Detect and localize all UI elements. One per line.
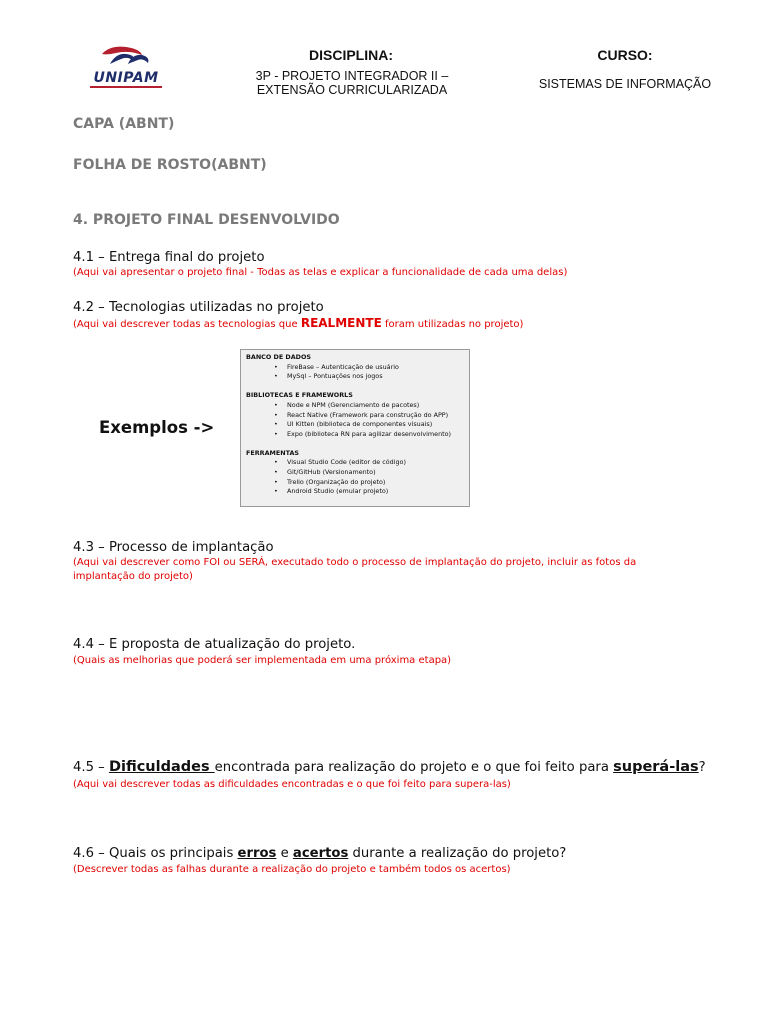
section-4-5-title: 4.5 – Dificuldades encontrada para realização do projeto e o que foi feito para superá-las? bbox=[73, 759, 706, 775]
list-item: • Node e NPM (Gerenciamento de pacotes) bbox=[246, 401, 464, 411]
list-item: • Expo (biblioteca RN para agilizar desenvolvimento) bbox=[246, 430, 464, 440]
group-title: BIBLIOTECAS E FRAMEWORLS bbox=[246, 391, 353, 400]
examples-label: Exemplos -> bbox=[99, 418, 215, 437]
acertos-emphasis: acertos bbox=[292, 846, 349, 861]
heading-folha-rosto: FOLHA DE ROSTO(ABNT) bbox=[73, 157, 267, 173]
list-item: • Git/GitHub (Versionamento) bbox=[246, 468, 464, 478]
section-4-1-note: (Aqui vai apresentar o projeto final - Todas as telas e explicar a funcionalidade de cada uma delas) bbox=[73, 267, 568, 278]
section-4-1-title: 4.1 – Entrega final do projeto bbox=[73, 250, 265, 265]
group-title: BANCO DE DADOS bbox=[246, 353, 311, 361]
unipam-logo bbox=[80, 44, 172, 92]
section-4-3-title: 4.3 – Processo de implantação bbox=[73, 540, 274, 555]
realmente-emphasis: REALMENTE bbox=[300, 316, 382, 330]
list-item: • React Native (Framework para construção do APP) bbox=[246, 411, 464, 421]
section-4-6-title: 4.6 – Quais os principais erros e acertos durante a realização do projeto? bbox=[73, 846, 567, 861]
list-item: • UI Kitten (biblioteca de componentes visuais) bbox=[246, 420, 464, 430]
discipline-label: DISCIPLINA: bbox=[309, 47, 393, 63]
section-4-6-note: (Descrever todas as falhas durante a realização do projeto e também todos os acertos) bbox=[73, 864, 511, 875]
list-item: • MySql – Pontuações nos jogos bbox=[246, 372, 464, 382]
dificuldades-emphasis: Dificuldades bbox=[108, 759, 215, 775]
list-item: • FireBase – Autenticação de usuário bbox=[246, 363, 464, 373]
section-4-4-note: (Quais as melhorias que poderá ser implementada em uma próxima etapa) bbox=[73, 655, 452, 666]
erros-emphasis: erros bbox=[237, 846, 277, 861]
list-item: • Android Studio (emular projeto) bbox=[246, 487, 464, 497]
section-4-4-title: 4.4 – E proposta de atualização do projeto. bbox=[73, 637, 356, 652]
examples-image bbox=[240, 349, 470, 507]
heading-capa: CAPA (ABNT) bbox=[73, 116, 175, 132]
discipline-value: 3P - PROJETO INTEGRADOR II – EXTENSÃO CURRICULARIZADA bbox=[255, 69, 449, 97]
course-value: SISTEMAS DE INFORMAÇÃO bbox=[538, 77, 712, 91]
course-label: CURSO: bbox=[597, 47, 653, 63]
section-4-3-note: (Aqui vai descrever como FOI ou SERÁ, executado todo o processo de implantação do projeto, incluir as fotos da implantação do projeto) bbox=[73, 557, 637, 582]
section-4-2-note: (Aqui vai descrever todas as tecnologias que REALMENTE foram utilizadas no projeto) bbox=[73, 316, 524, 330]
section-4-2-title: 4.2 – Tecnologias utilizadas no projeto bbox=[73, 300, 324, 315]
heading-projeto-final: 4. PROJETO FINAL DESENVOLVIDO bbox=[73, 212, 340, 228]
svg-text:UNIPAM: UNIPAM bbox=[93, 70, 159, 86]
supera-las-emphasis: superá-las bbox=[613, 759, 699, 775]
section-4-5-note: (Aqui vai descrever todas as dificuldades encontradas e o que foi feito para supera-las) bbox=[73, 779, 511, 790]
list-item: • Visual Studio Code (editor de código) bbox=[246, 458, 464, 468]
list-item: • Trello (Organização do projeto) bbox=[246, 478, 464, 488]
group-title: FERRAMENTAS bbox=[246, 448, 300, 457]
